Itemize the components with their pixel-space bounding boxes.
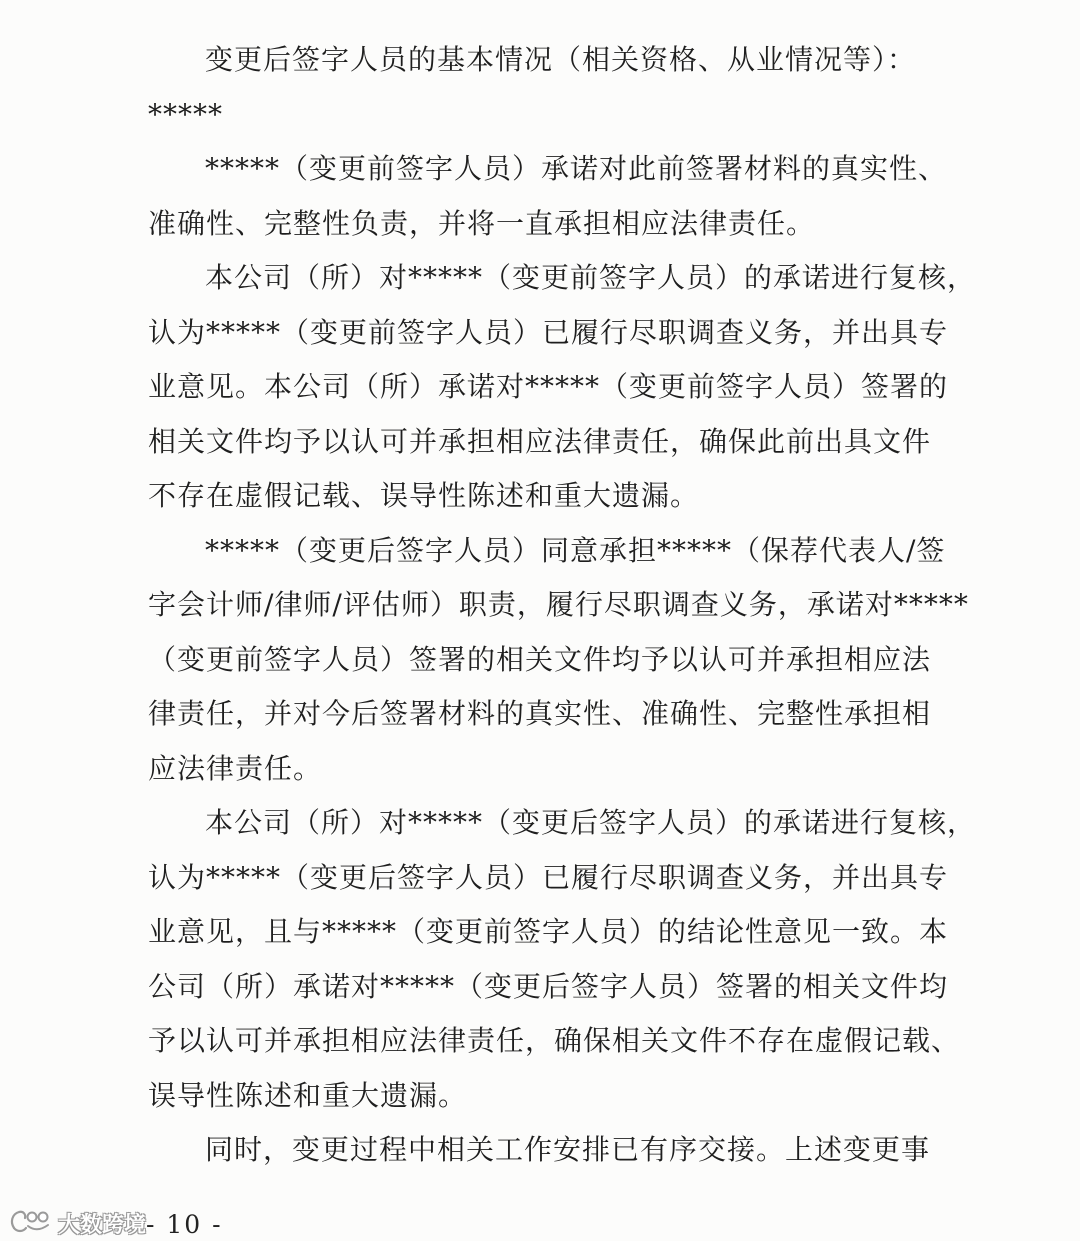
text-line: 本公司（所）对*****（变更前签字人员）的承诺进行复核，	[205, 261, 977, 294]
text-line: 不存在虚假记载、误导性陈述和重大遗漏。	[148, 479, 700, 512]
text-line: 同时，变更过程中相关工作安排已有序交接。上述变更事	[205, 1133, 931, 1166]
text-line: *****（变更后签字人员）同意承担*****（保荐代表人/签	[205, 533, 946, 567]
text-line: 变更后签字人员的基本情况（相关资格、从业情况等）：	[205, 43, 917, 76]
text-line: 应法律责任。	[148, 751, 323, 785]
watermark	[8, 1206, 146, 1240]
text-line: 相关文件均予以认可并承担相应法律责任，确保此前出具文件	[148, 424, 932, 458]
paragraph-handover	[148, 1123, 1048, 1178]
text-line: 误导性陈述和重大遗漏。	[148, 1078, 468, 1112]
text-line: 本公司（所）对*****（变更后签字人员）的承诺进行复核，	[205, 806, 977, 839]
watermark-text: 大数跨境	[58, 1212, 147, 1238]
text-line: 准确性、完整性负责，并将一直承担相应法律责任。	[148, 206, 816, 240]
text-line: *****（变更前签字人员）承诺对此前签署材料的真实性、	[205, 152, 948, 185]
document-body	[148, 33, 1048, 1178]
watermark-logo-icon	[8, 1206, 54, 1240]
text-line: 认为*****（变更后签字人员）已履行尽职调查义务，并出具专	[148, 860, 949, 894]
text-line: （变更前签字人员）签署的相关文件均予以认可并承担相应法	[148, 642, 932, 676]
paragraph-signatory-info	[148, 33, 1048, 142]
text-line: 字会计师/律师/评估师）职责，履行尽职调查义务，承诺对*****	[148, 588, 969, 621]
text-line: 业意见。本公司（所）承诺对*****（变更前签字人员）签署的	[148, 370, 949, 403]
text-line: 予以认可并承担相应法律责任，确保相关文件不存在虚假记载、	[148, 1024, 961, 1057]
text-line: 律责任，并对今后签署材料的真实性、准确性、完整性承担相	[148, 697, 932, 730]
paragraph-previous-signatory-commitment	[148, 142, 1048, 251]
page-number: - 10 -	[146, 1210, 223, 1239]
paragraph-company-review-new	[148, 796, 1048, 1123]
paragraph-new-signatory-commitment	[148, 524, 1048, 797]
text-line: *****	[148, 97, 223, 131]
text-line: 认为*****（变更前签字人员）已履行尽职调查义务，并出具专	[148, 315, 949, 349]
text-line: 公司（所）承诺对*****（变更后签字人员）签署的相关文件均	[148, 969, 949, 1003]
paragraph-company-review-previous	[148, 251, 1048, 524]
text-line: 业意见，且与*****（变更前签字人员）的结论性意见一致。本	[148, 915, 949, 948]
